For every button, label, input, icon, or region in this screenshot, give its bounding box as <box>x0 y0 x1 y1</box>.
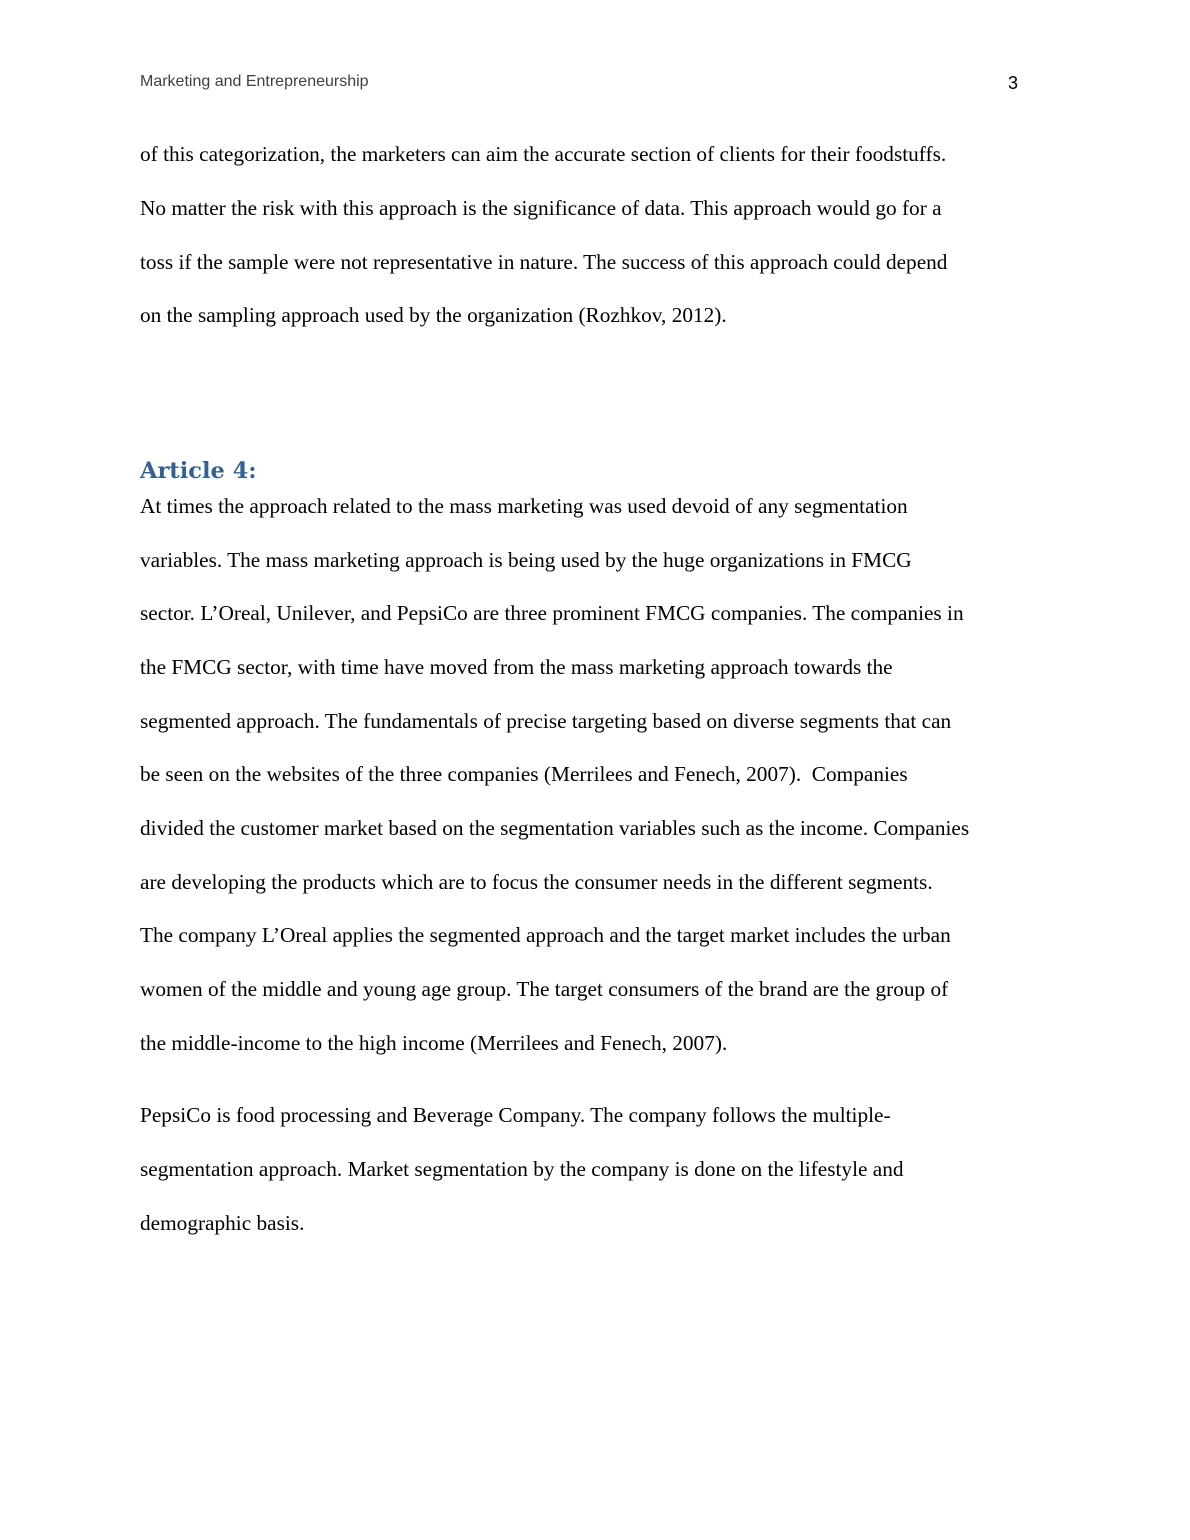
paragraph-line: are developing the products which are to focus the consumer needs in the different segments. <box>140 870 933 894</box>
paragraph-line: PepsiCo is food processing and Beverage Company. The company follows the multiple- <box>140 1103 891 1127</box>
paragraph-line: the FMCG sector, with time have moved from the mass marketing approach towards the <box>140 655 893 679</box>
page-number: 3 <box>1007 73 1018 93</box>
paragraph-line: sector. L’Oreal, Unilever, and PepsiCo are three prominent FMCG companies. The companies in <box>140 601 964 625</box>
paragraph-line: on the sampling approach used by the organization (Rozhkov, 2012). <box>140 303 727 327</box>
paragraph-line: segmentation approach. Market segmentation by the company is done on the lifestyle and <box>140 1157 904 1181</box>
running-head: Marketing and Entrepreneurship <box>140 73 369 90</box>
page-header <box>140 73 1020 97</box>
paragraph-line: variables. The mass marketing approach is being used by the huge organizations in FMCG <box>140 548 912 572</box>
paragraph-line: At times the approach related to the mass marketing was used devoid of any segmentation <box>140 494 908 518</box>
paragraph-line: of this categorization, the marketers can aim the accurate section of clients for their foodstuffs. <box>140 142 947 166</box>
section-heading: Article 4: <box>140 458 257 484</box>
paragraph-line: No matter the risk with this approach is the significance of data. This approach would go for a <box>140 196 942 220</box>
paragraph-line: be seen on the websites of the three companies (Merrilees and Fenech, 2007). Companies <box>140 762 908 786</box>
paragraph-line: segmented approach. The fundamentals of precise targeting based on diverse segments that can <box>140 709 952 733</box>
paragraph-line: toss if the sample were not representative in nature. The success of this approach could depend <box>140 250 948 274</box>
paragraph-line: The company L’Oreal applies the segmented approach and the target market includes the urban <box>140 923 951 947</box>
paragraph-line: divided the customer market based on the segmentation variables such as the income. Companies <box>140 816 970 840</box>
paragraph-line: the middle-income to the high income (Merrilees and Fenech, 2007). <box>140 1031 728 1055</box>
paragraph-line: demographic basis. <box>140 1211 305 1235</box>
paragraph-line: women of the middle and young age group. The target consumers of the brand are the group of <box>140 977 949 1001</box>
